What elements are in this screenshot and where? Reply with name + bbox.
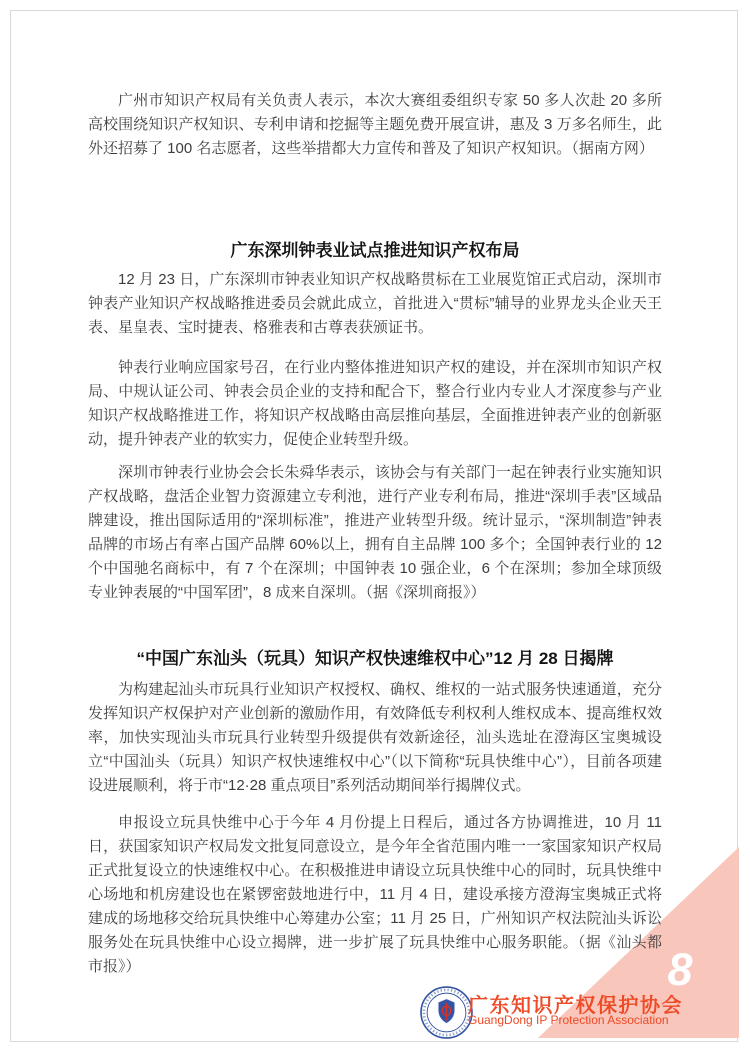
page-number: 8	[667, 944, 693, 995]
article-paragraph: 深圳市钟表行业协会会长朱舜华表示，该协会与有关部门一起在钟表行业实施知识产权战略，盘活企业智力资源建立专利池，进行产业专利布局，推进“深圳手表”区域品牌建设，推出国际适用的“深圳标准”，推进产业转型升级。统计显示，“深圳制造”钟表品牌的市场占有率占国产品牌 60%以上，拥有自主品牌 100 多个；全国钟表行业的 12 个中国驰名商标中，有 7 个在深圳；中国钟表 10 强企业，6 个在深圳；参加全球顶级专业钟表展的“中国军团”，8 成来自深圳。（据《深圳商报》）	[88, 464, 662, 601]
article-paragraph: 申报设立玩具快维中心于今年 4 月份提上日程后，通过各方协调推进，10 月 11 日，获国家知识产权局发文批复同意设立，是今年全省范围内唯一一家国家知识产权局正式批复设立的快速维权中心。在积极推进申请设立玩具快维中心的同时，玩具快维中心场地和机房建设也在紧锣密鼓地进行中，11 月 4 日，建设承接方澄海宝奥城正式将建成的场地移交给玩具快维中心筹建办公室；11 月 25 日，广州知识产权法院汕头诉讼服务处在玩具快维中心设立揭牌，进一步扩展了玩具快维中心服务职能。（据《汕头都市报》）	[88, 814, 662, 975]
article-heading-shenzhen-watch: 广东深圳钟表业试点推进知识产权布局	[230, 241, 520, 260]
article-paragraph: 钟表行业响应国家号召，在行业内整体推进知识产权的建设，并在深圳市知识产权局、中规认证公司、钟表会员企业的支持和配合下，整合行业内专业人才深度参与产业知识产权战略推进工作，将知识产权战略由高层推向基层，全面推进钟表产业的创新驱动，提升钟表产业的软实力，促使企业转型升级。	[88, 359, 662, 448]
article-paragraph: 为构建起汕头市玩具行业知识产权授权、确权、维权的一站式服务快速通道，充分发挥知识产权保护对产业创新的激励作用，有效降低专利权利人维权成本、提高维权效率，加快实现汕头市玩具行业转型升级提供有效新途径，汕头选址在澄海区宝奥城设立“中国汕头（玩具）知识产权快速维权中心”（以下简称“玩具快维中心”），目前各项建设进展顺利，将于市“12·28 重点项目”系列活动期间举行揭牌仪式。	[88, 681, 662, 794]
org-name-english: GuangDong IP Protection Association	[468, 1013, 669, 1027]
article-paragraph: 12 月 23 日，广东深圳市钟表业知识产权战略贯标在工业展览馆正式启动，深圳市钟表产业知识产权战略推进委员会就此成立，首批进入“贯标”辅导的业界龙头企业天王表、星皇表、宝时捷表、格雅表和古尊表获颁证书。	[88, 271, 662, 336]
gdipa-emblem-icon	[420, 986, 473, 1039]
article-heading-shantou-toy: “中国广东汕头（玩具）知识产权快速维权中心”12 月 28 日揭牌	[136, 649, 614, 668]
article-paragraph-intro: 广州市知识产权局有关负责人表示，本次大赛组委组织专家 50 多人次赴 20 多所高校围绕知识产权知识、专利申请和挖掘等主题免费开展宣讲，惠及 3 万多名师生，此外还招募了 100 名志愿者，这些举措都大力宣传和普及了知识产权知识。（据南方网）	[88, 92, 662, 157]
org-name-chinese: 广东知识产权保护协会	[468, 995, 683, 1017]
